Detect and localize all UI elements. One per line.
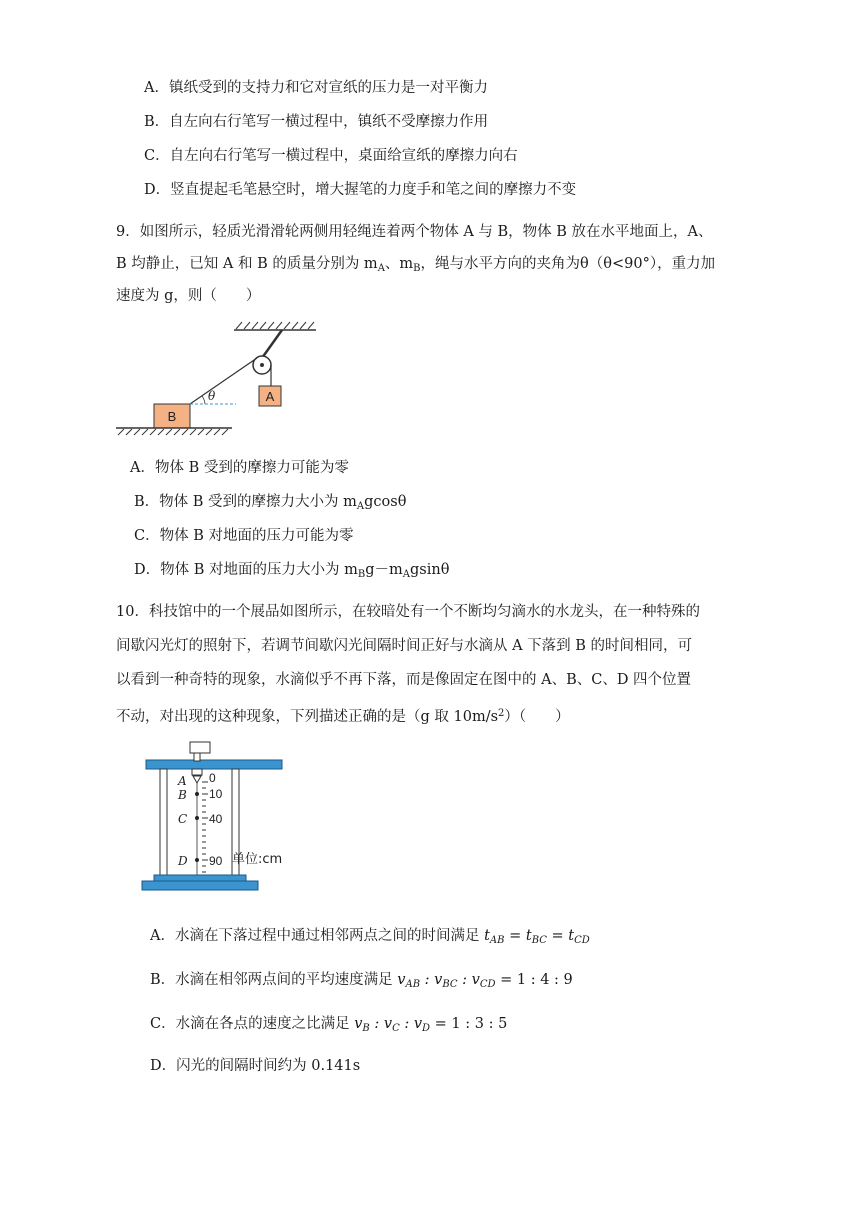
drop-d — [195, 858, 199, 862]
faucet-nozzle — [192, 769, 202, 775]
q9-stem-line3: 速度为 g，则（ ） — [116, 288, 261, 304]
q10-option-d: D．闪光的间隔时间约为 0.141s — [150, 1058, 361, 1074]
ground-hatch — [118, 429, 228, 435]
q8-option-d: D．竖直提起毛笔悬空时，增大握笔的力度手和笔之间的摩擦力不变 — [144, 182, 577, 198]
q10-option-a — [150, 926, 590, 951]
q10-stem-line4 — [116, 704, 570, 727]
q10-option-c: C．水滴在各点的速度之比满足 $v_B$ : $v_C$ : $v_D = 1$ : 3 : 5 — [150, 1016, 508, 1034]
q9-option-a: A．物体 B 受到的摩擦力可能为零 — [130, 460, 349, 476]
q9-option-b-text: B．物体 B 受到的摩擦力大小为 m — [134, 494, 357, 510]
theta-label: θ — [208, 389, 216, 403]
q10-option-c-expr: $v_B$ : $v_C$ : $v_D$ — [354, 1016, 431, 1034]
q10-stem-line2: 间歇闪光灯的照射下，若调节间歇闪光间隔时间正好与水滴从 A 下落到 B 的时间相同，可 — [116, 638, 693, 654]
pulley-support — [262, 330, 282, 358]
faucet-body — [190, 742, 210, 753]
q10-stem-line4-a: 不动，对出现的这种现象，下列描述正确的是（g 取 10m/s — [116, 709, 499, 725]
q9-option-b — [134, 492, 406, 517]
q9-mass-a-sub: A — [377, 263, 385, 274]
q10-stem-line1: 10．科技馆中的一个展品如图所示，在较暗处有一个不断均匀滴水的水龙头，在一种特殊的 — [116, 604, 700, 620]
q9-option-b-tail: gcosθ — [364, 494, 407, 510]
q10-unit-sup: 2 — [498, 708, 505, 719]
left-column — [160, 769, 167, 875]
scale-ticks — [202, 782, 208, 872]
block-a-label: A — [265, 389, 275, 404]
q10-option-b-expr: $v_{AB}$ : $v_{BC}$ : $v_{CD}$ — [397, 972, 496, 990]
drop-b — [195, 792, 199, 796]
q9-stem-line2-a: B 均静止，已知 A 和 B 的质量分别为 m — [116, 256, 378, 272]
point-c-label: C — [178, 812, 188, 826]
tick-0: 0 — [209, 771, 216, 785]
q9-stem-line2-c: 、m — [384, 256, 414, 272]
base-upper — [154, 875, 246, 881]
q10-option-a-text: A．水滴在下落过程中通过相邻两点之间的时间满足 — [150, 928, 485, 944]
q8-option-a: A．镇纸受到的支持力和它对宣纸的压力是一对平衡力 — [144, 80, 488, 96]
tick-90: 90 — [209, 854, 223, 868]
point-a-label: A — [178, 774, 187, 788]
q8-option-c: C．自左向右行笔写一横过程中，桌面给宣纸的摩擦力向右 — [144, 148, 518, 164]
q10-stem-line3: 以看到一种奇特的现象，水滴似乎不再下落，而是像固定在图中的 A、B、C、D 四个位置 — [116, 672, 692, 688]
q9-stem-line2-e: ，绳与水平方向的夹角为θ（θ<90°），重力加 — [420, 256, 716, 272]
q9-stem-line1: 9．如图所示，轻质光滑滑轮两侧用轻绳连着两个物体 A 与 B，物体 B 放在水平地面上，A、 — [116, 224, 713, 240]
drop-a — [193, 776, 201, 783]
q10-option-b-text: B．水滴在相邻两点间的平均速度满足 — [150, 972, 398, 988]
q9-option-d-sub2: A — [402, 569, 410, 580]
q9-stem-line2 — [116, 254, 715, 279]
q10-option-a-expr: $t_{AB} = t_{BC} = t_{CD}$ — [484, 928, 590, 946]
q9-pulley-figure — [110, 318, 330, 442]
q9-mass-b-sub: B — [413, 263, 421, 274]
drop-c — [195, 816, 199, 820]
theta-arc — [202, 396, 205, 404]
tick-10: 10 — [209, 787, 223, 801]
q9-option-d-mid: g－m — [365, 562, 403, 578]
q9-option-d — [134, 560, 449, 585]
rope-to-b — [190, 358, 257, 404]
q10-drip-figure — [136, 738, 306, 898]
q10-stem-line4-c: ）（ ） — [504, 709, 570, 725]
point-b-label: B — [178, 788, 187, 802]
unit-label: 单位:cm — [232, 852, 283, 867]
top-plate — [146, 760, 282, 769]
tick-40: 40 — [209, 812, 223, 826]
q10-option-b: B．水滴在相邻两点间的平均速度满足 $v_{AB}$ : $v_{BC}$ : $v_{CD} = 1$ : 4 : 9 — [150, 972, 573, 990]
q9-option-d-sub1: B — [357, 569, 366, 580]
q10-option-c-text: C．水滴在各点的速度之比满足 — [150, 1016, 355, 1032]
q9-option-d-text: D．物体 B 对地面的压力大小为 m — [134, 562, 358, 578]
q9-option-c: C．物体 B 对地面的压力可能为零 — [134, 528, 354, 544]
q9-option-b-sub: A — [356, 501, 365, 512]
point-d-label: D — [178, 854, 188, 868]
base-lower — [142, 881, 258, 890]
q9-option-d-tail: gsinθ — [410, 562, 450, 578]
q8-option-b: B．自左向右行笔写一横过程中，镇纸不受摩擦力作用 — [144, 114, 489, 130]
ceiling-hatch — [236, 322, 314, 329]
block-b-label: B — [167, 409, 177, 424]
